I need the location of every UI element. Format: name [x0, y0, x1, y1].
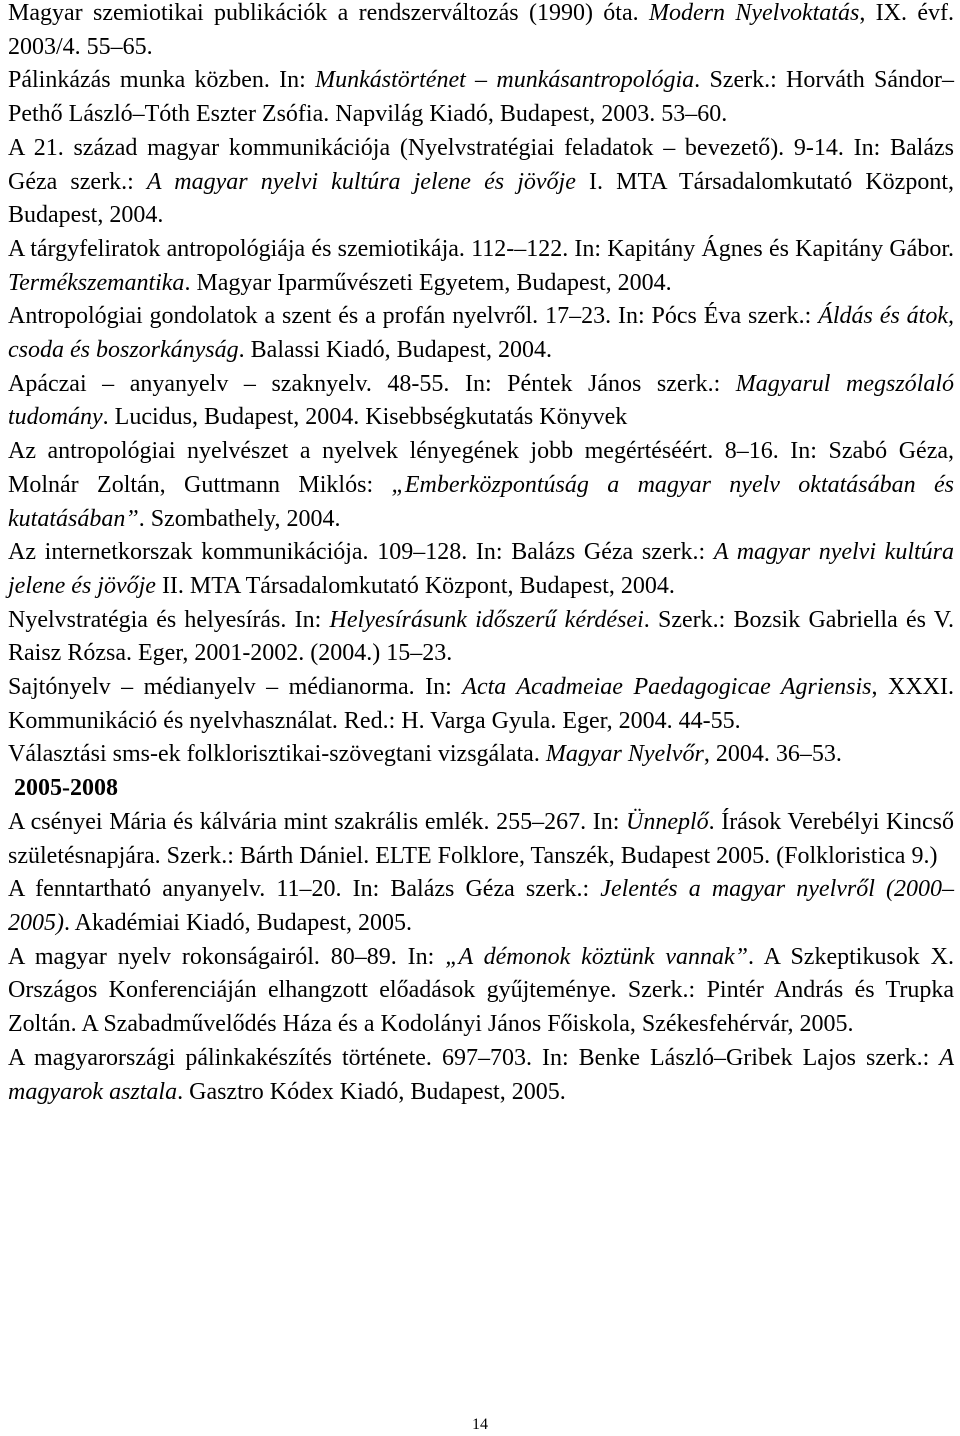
page-number: 14 [472, 1416, 488, 1433]
entry-text: I. MTA Társadalomkutató Központ, Budapest, 2004. [8, 168, 955, 229]
entry-title-italic: Termékszemantika [8, 269, 185, 296]
entry-title-italic: A magyar nyelvi kultúra jelene és jövője [8, 539, 954, 599]
entry-text: . Gasztro Kódex Kiadó, Budapest, 2005. [177, 1078, 566, 1105]
entry-text: , 2004. 36–53. [703, 741, 842, 768]
entry-text: Apáczai – anyanyelv – szaknyelv. 48-55. In: Péntek János szerk.: [8, 370, 736, 397]
entry-text: . Lucidus, Budapest, 2004. Kisebbségkutatás Könyvek [102, 404, 628, 431]
entry-text: . Szombathely, 2004. [138, 505, 341, 532]
bibliography-list-earlier [8, 0, 954, 772]
entry-title-italic: Munkástörténet – munkásantropológia [315, 67, 695, 94]
entry-title-italic: Ünneplő [626, 808, 709, 835]
entry-title-italic: Helyesírásunk időszerű kérdései [329, 606, 644, 633]
entry-text: A 21. század magyar kommunikációja (Nyelvstratégiai feladatok – bevezető). 9-14. In: Balázs Géza szerk.: [8, 134, 954, 195]
entry-text: , XXXI. Kommunikáció és nyelvhasználat. Red.: H. Varga Gyula. Eger, 2004. 44-55. [8, 674, 954, 734]
bibliography-entry [8, 536, 954, 603]
bibliography-entry [8, 738, 954, 772]
entry-title-italic: A magyarok asztala [8, 1044, 954, 1105]
bibliography-entry [8, 604, 954, 671]
bibliography-entry [8, 0, 954, 64]
bibliography-entry [8, 873, 954, 940]
bibliography-entry [8, 300, 954, 367]
entry-text: Az internetkorszak kommunikációja. 109–128. In: Balázs Géza szerk.: [8, 539, 714, 566]
entry-title-italic: „A démonok köztünk vannak” [445, 943, 749, 970]
bibliography [8, 0, 954, 1109]
bibliography-list-2005-2008 [8, 806, 954, 1109]
entry-title-italic: Jelentés a magyar nyelvről (2000–2005) [8, 876, 954, 936]
entry-text: II. MTA Társadalomkutató Központ, Budapest, 2004. [155, 572, 675, 599]
entry-text: . Írások Verebélyi Kincső születésnapjára. Szerk.: Bárth Dániel. ELTE Folklore, Tanszék, Budapest 2005. (Folkloristica 9.) [8, 808, 954, 869]
bibliography-entry [8, 435, 954, 536]
entry-title-italic: A magyar nyelvi kultúra jelene és jövője [146, 168, 576, 195]
entry-text: Az antropológiai nyelvészet a nyelvek lényegének jobb megértéséért. 8–16. In: Szabó Géza, Molnár Zoltán, Guttmann Miklós: [8, 438, 954, 498]
entry-title-italic: Áldás és átok, csoda és boszorkányság [8, 303, 955, 364]
entry-text: Pálinkázás munka közben. In: [8, 67, 316, 94]
bibliography-entry [8, 233, 954, 300]
bibliography-entry [8, 1042, 954, 1109]
entry-text: Magyar szemiotikai publikációk a rendszerváltozás (1990) óta. [8, 0, 649, 26]
entry-text: A tárgyfeliratok antropológiája és szemiotikája. 112-–122. In: Kapitány Ágnes és Kapitány Gábor. [8, 235, 954, 262]
bibliography-entry [8, 368, 954, 435]
entry-title-italic: Modern Nyelvoktatás [649, 0, 860, 26]
entry-title-italic: Magyar Nyelvőr [545, 741, 704, 768]
entry-title-italic: Acta Acadmeiae Paedagogicae Agriensis [462, 674, 872, 701]
bibliography-entry [8, 132, 954, 233]
bibliography-entry [8, 806, 954, 873]
bibliography-entry [8, 64, 954, 131]
entry-text: . A Szkeptikusok X. Országos Konferenciáján elhangzott előadások gyűjteménye. Szerk.: Pintér András és Trupka Zoltán. A Szabadművelődés Háza és a Kodolányi János Főiskola, Székesfehérvár, 2005. [8, 943, 954, 1038]
entry-text: . Balassi Kiadó, Budapest, 2004. [238, 337, 552, 364]
entry-text: , IX. évf. 2003/4. 55–65. [8, 0, 955, 60]
entry-text: Antropológiai gondolatok a szent és a profán nyelvről. 17–23. In: Pócs Éva szerk.: [8, 303, 819, 330]
entry-text: . Magyar Iparművészeti Egyetem, Budapest, 2004. [184, 269, 672, 296]
entry-text: . Akadémiai Kiadó, Budapest, 2005. [64, 909, 412, 936]
section-heading: 2005-2008 [14, 775, 118, 802]
entry-text: Választási sms-ek folklorisztikai-szövegtani vizsgálata. [8, 741, 546, 768]
entry-text: A fenntartható anyanyelv. 11–20. In: Balázs Géza szerk.: [8, 876, 601, 903]
entry-title-italic: „Emberközpontúság a magyar nyelv oktatásában és kutatásában” [8, 471, 954, 532]
entry-text: A magyar nyelv rokonságairól. 80–89. In: [8, 943, 446, 970]
entry-text: A magyarországi pálinkakészítés története. 697–703. In: Benke László–Gribek Lajos szerk.: [8, 1044, 940, 1071]
bibliography-entry [8, 941, 954, 1042]
bibliography-entry [8, 671, 954, 738]
entry-text: Sajtónyelv – médianyelv – médianorma. In: [8, 674, 463, 701]
entry-title-italic: Magyarul megszólaló tudomány [8, 370, 955, 431]
entry-text: . Szerk.: Horváth Sándor–Pethő László–Tóth Eszter Zsófia. Napvilág Kiadó, Budapest, 2003. 53–60. [8, 67, 954, 128]
entry-text: . Szerk.: Bozsik Gabriella és V. Raisz Rózsa. Eger, 2001-2002. (2004.) 15–23. [8, 606, 955, 667]
entry-text: Nyelvstratégia és helyesírás. In: [8, 606, 330, 633]
entry-text: A csényei Mária és kálvária mint szakrális emlék. 255–267. In: [8, 808, 626, 835]
